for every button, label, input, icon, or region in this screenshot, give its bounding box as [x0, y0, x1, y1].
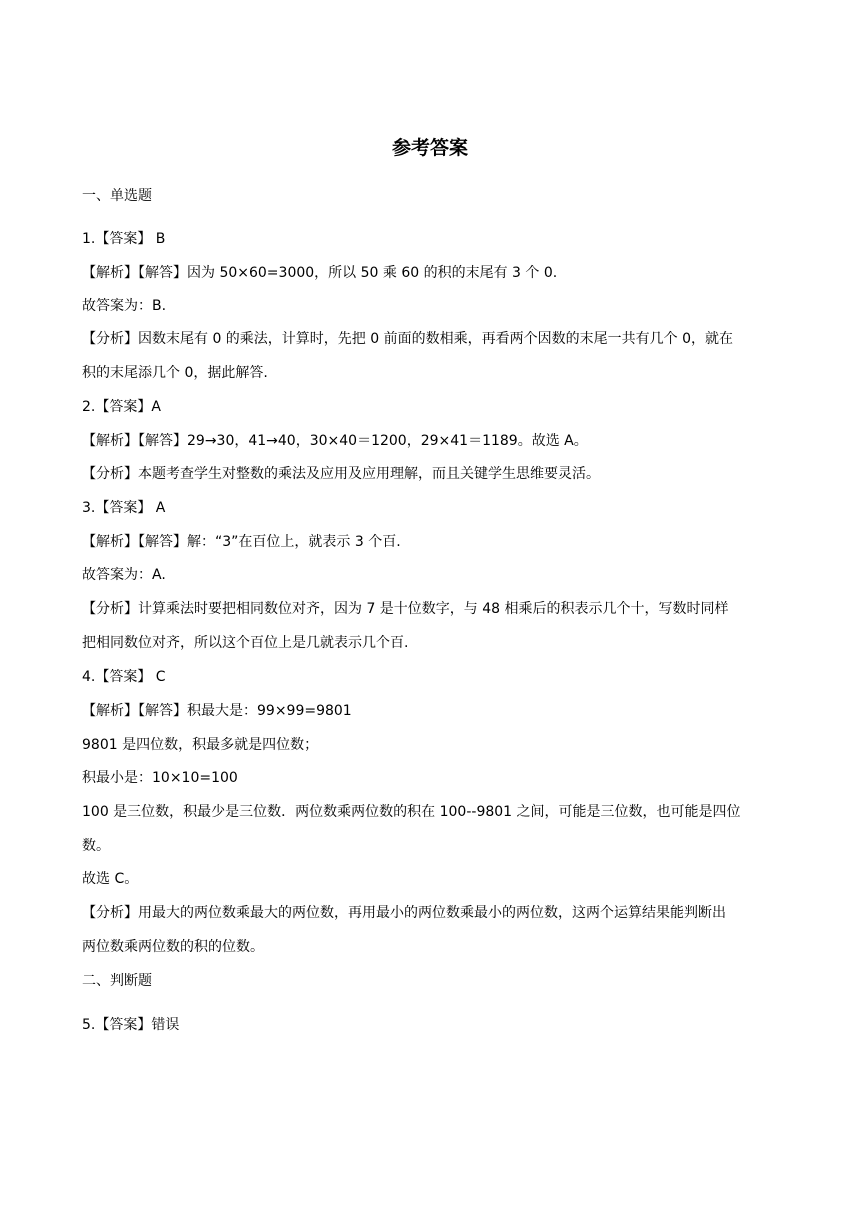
answer-line-q1: 1.【答案】 B — [82, 231, 166, 247]
analysis-line-q2: 【分析】本题考查学生对整数的乘法及应用及应用理解，而且关键学生思维要灵活。 — [82, 466, 600, 482]
analysis-line-q1-b: 积的末尾添几个 0，据此解答. — [82, 365, 268, 381]
answer-line-q2: 2.【答案】A — [82, 399, 161, 415]
explanation-line-q1: 【解析】【解答】因为 50×60=3000，所以 50 乘 60 的积的末尾有 3 个 0. — [82, 265, 558, 281]
analysis-line-q1-a: 【分析】因数末尾有 0 的乘法，计算时，先把 0 前面的数相乘，再看两个因数的末尾一共有几个 0，就在 — [82, 331, 733, 347]
explanation-line-q4-e: 数。 — [82, 838, 110, 854]
section-heading-single-choice: 一、单选题 — [82, 188, 152, 204]
explanation-line-q3: 【解析】【解答】解：“3”在百位上，就表示 3 个百. — [82, 534, 401, 550]
conclusion-line-q3: 故答案为：A. — [82, 567, 166, 583]
analysis-line-q3-b: 把相同数位对齐，所以这个百位上是几就表示几个百. — [82, 635, 409, 651]
section-heading-true-false: 二、判断题 — [82, 973, 152, 989]
explanation-line-q4-b: 9801 是四位数，积最多就是四位数； — [82, 737, 319, 753]
analysis-line-q3-a: 【分析】计算乘法时要把相同数位对齐，因为 7 是十位数字，与 48 相乘后的积表示几个十，写数时同样 — [82, 601, 729, 617]
explanation-line-q4-c: 积最小是：10×10=100 — [82, 770, 238, 786]
explanation-line-q2: 【解析】【解答】29→30，41→40，30×40＝1200，29×41＝1189。故选 A。 — [82, 433, 588, 449]
analysis-line-q4-b: 两位数乘两位数的积的位数。 — [82, 939, 264, 955]
conclusion-line-q1: 故答案为：B. — [82, 298, 167, 314]
analysis-line-q4-a: 【分析】用最大的两位数乘最大的两位数，再用最小的两位数乘最小的两位数，这两个运算结果能判断出 — [82, 905, 726, 921]
explanation-line-q4-d: 100 是三位数，积最少是三位数．两位数乘两位数的积在 100--9801 之间，可能是三位数，也可能是四位 — [82, 804, 741, 820]
answer-line-q3: 3.【答案】 A — [82, 500, 166, 516]
answer-line-q5: 5.【答案】错误 — [82, 1017, 180, 1033]
conclusion-line-q4: 故选 C。 — [82, 871, 139, 887]
answer-line-q4: 4.【答案】 C — [82, 669, 166, 685]
page-title: 参考答案 — [391, 137, 468, 159]
explanation-line-q4-a: 【解析】【解答】积最大是：99×99=9801 — [82, 703, 352, 719]
